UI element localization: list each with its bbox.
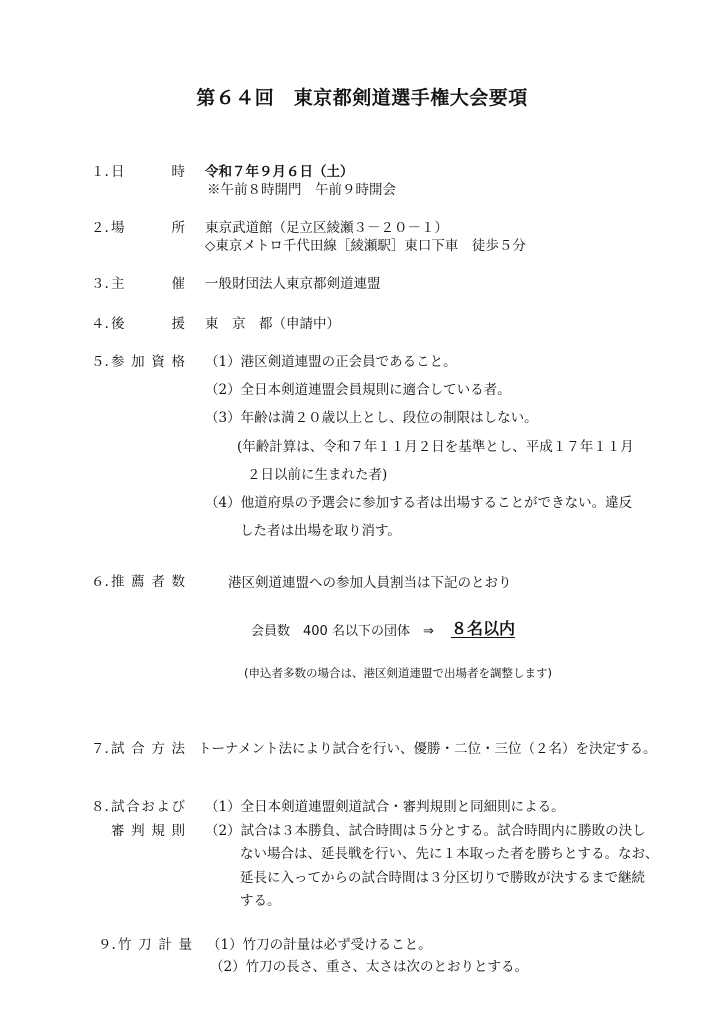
venue-access: ◇東京メトロ千代田線［綾瀬駅］東口下車 徒歩５分 [205, 238, 526, 254]
organizer: 一般財団法人東京都剣道連盟 [205, 276, 381, 292]
item-number-8: ８. [91, 799, 109, 815]
item-number-5: ５. [91, 354, 109, 370]
eligibility-3-note-b: ２日以前に生まれた者) [247, 467, 388, 483]
item-number-9: ９. [98, 937, 116, 953]
allocation-note: (申込者多数の場合は、港区剣道連盟で出場者を調整します) [244, 666, 552, 680]
allocation-quota: ８名以内 [451, 619, 516, 638]
eligibility-3-note-a: (年齢計算は、令和７年１１月２日を基準とし、平成１７年１１月 [237, 439, 634, 455]
item-number-6: ６. [91, 574, 109, 590]
sponsor: 東 京 都（申請中） [205, 316, 340, 332]
document-title: 第６４回 東京都剣道選手権大会要項 [196, 87, 528, 109]
item-label-rules-1: 試合および [111, 799, 185, 815]
eligibility-4-cont: した者は出場を取り消す。 [240, 523, 401, 539]
rules-1: （1）全日本剣道連盟剣道試合・審判規則と同細則による。 [205, 799, 565, 815]
match-method: トーナメント法により試合を行い、優勝・二位・三位（２名）を決定する。 [198, 741, 657, 757]
allocation-heading: 港区剣道連盟への参加人員割当は下記のとおり [228, 575, 512, 591]
shinai-1: （1）竹刀の計量は必ず受けること。 [207, 937, 432, 953]
item-label-nominees: 推 薦 者 数 [111, 574, 185, 590]
event-date: 令和７年９月６日（土） [205, 164, 354, 180]
rules-2-cont-3: する。 [240, 893, 281, 909]
item-label-match-method: 試 合 方 法 [111, 741, 185, 757]
item-label-organizer: 主 催 [111, 276, 185, 292]
item-number-3: ３. [91, 276, 109, 292]
item-label-venue: 場 所 [111, 220, 185, 236]
item-number-7: ７. [91, 741, 109, 757]
eligibility-1: （1）港区剣道連盟の正会員であること。 [205, 354, 457, 370]
item-label-shinai: 竹 刀 計 量 [118, 937, 192, 953]
allocation-condition: 会員数 400 名以下の団体 ⇒ [251, 624, 434, 639]
eligibility-2: （2）全日本剣道連盟会員規則に適合している者。 [205, 382, 511, 398]
eligibility-4: （4）他道府県の予選会に参加する者は出場することができない。違反 [205, 495, 633, 511]
item-label-rules-2: 審 判 規 則 [111, 823, 185, 839]
rules-2: （2）試合は３本勝負、試合時間は５分とする。試合時間内に勝敗の決し [205, 823, 646, 839]
eligibility-3: （3）年齢は満２０歳以上とし、段位の制限はしない。 [205, 410, 538, 426]
item-number-4: ４. [91, 316, 109, 332]
item-number-2: ２. [91, 220, 109, 236]
venue-address: 東京武道館（足立区綾瀬３－２０－１） [205, 220, 448, 236]
rules-2-cont-2: 延長に入ってからの試合時間は３分区切りで勝敗が決するまで継続 [240, 870, 645, 886]
item-number-1: １. [91, 164, 109, 180]
item-label-datetime: 日 時 [111, 164, 185, 180]
event-time-note: ※午前８時開門 午前９時開会 [207, 182, 396, 198]
shinai-2: （2）竹刀の長さ、重さ、太さは次のとおりとする。 [210, 959, 529, 975]
item-label-sponsor: 後 援 [111, 316, 185, 332]
rules-2-cont-1: ない場合は、延長戦を行い、先に１本取った者を勝ちとする。なお、 [240, 846, 659, 862]
item-label-eligibility: 参 加 資 格 [111, 354, 185, 370]
